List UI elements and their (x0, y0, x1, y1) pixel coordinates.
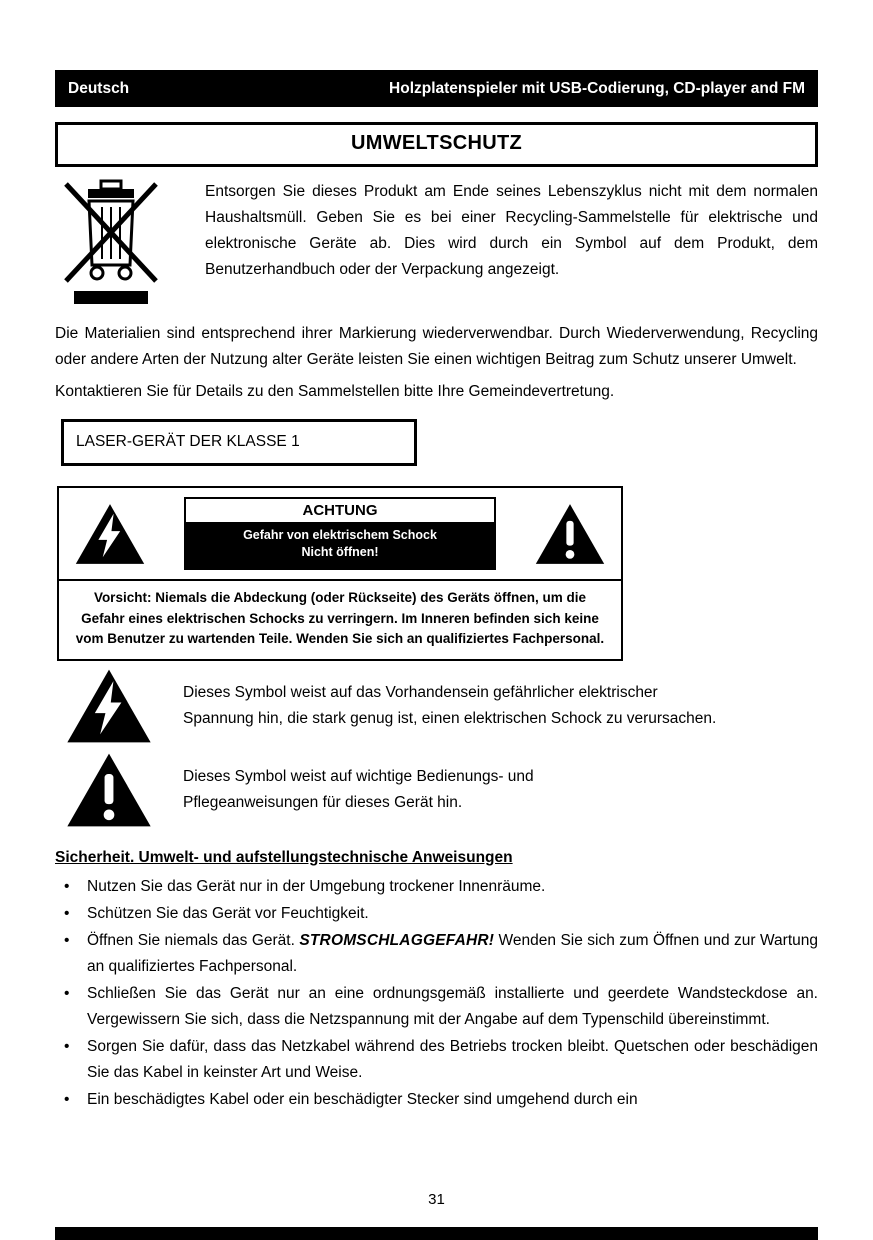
safety-bullet (55, 1034, 818, 1086)
shock-line-2: Nicht öffnen! (301, 545, 379, 559)
bullet-text: Schützen Sie das Gerät vor Feuchtigkeit. (87, 904, 369, 922)
caution-text: Vorsicht: Niemals die Abdeckung (oder Rückseite) des Geräts öffnen, um die Gefahr eines elektrischen Schocks zu verringern. Im Inneren befinden sich keine vom Benutzer zu wartenden Teile. Wenden Sie sich an qualifiziertes Fachpersonal. (59, 579, 621, 659)
bullet-marker: • (64, 877, 70, 895)
bullet-text: Nutzen Sie das Gerät nur in der Umgebung trockener Innenräume. (87, 877, 546, 895)
shock-warning-box (186, 522, 494, 568)
shock-line-1: Gefahr von elektrischem Schock (243, 528, 437, 542)
product-title: Holzplatenspieler mit USB-Codierung, CD-player and FM (389, 79, 805, 97)
warning-panel (57, 486, 623, 661)
symbol-explanation-row (55, 667, 818, 745)
footer-bar (55, 1227, 818, 1240)
explanation-text: Dieses Symbol weist auf das Vorhandensein gefährlicher elektrischer Spannung hin, die stark genug ist, einen elektrischen Schock zu verursachen. (183, 683, 717, 727)
umweltschutz-title-box (55, 122, 818, 167)
safety-bullet (55, 928, 818, 980)
page-title: UMWELTSCHUTZ (351, 132, 522, 154)
contact-paragraph: Kontaktieren Sie für Details zu den Sammelstellen bitte Ihre Gemeindevertretung. (55, 383, 615, 400)
bullet-text (87, 928, 818, 980)
achtung-box (184, 497, 496, 570)
safety-bullet (55, 901, 818, 927)
laser-class-label: LASER-GERÄT DER KLASSE 1 (76, 433, 300, 450)
bullet-text-post: Wenden Sie sich zum Öffnen und zur Wartung an qualifiziertes Fachpersonal. (87, 931, 818, 975)
lightning-triangle-icon (73, 502, 147, 566)
exclamation-triangle-icon (63, 751, 155, 829)
achtung-title: ACHTUNG (186, 499, 494, 522)
header-bar (55, 70, 818, 107)
bullet-text: Schließen Sie das Gerät nur an eine ordnungsgemäß installierte und geerdete Wandsteckdose an. Vergewissern Sie sich, dass die Netzspannung mit der Angabe auf dem Typenschild übereinstimmt. (87, 984, 818, 1028)
bullet-marker: • (64, 1037, 70, 1055)
symbol-explanation-row (55, 751, 818, 829)
bullet-text: Ein beschädigtes Kabel oder ein beschädigter Stecker sind umgehend durch ein (87, 1090, 638, 1108)
warning-panel-top (59, 488, 621, 579)
safety-bullet (55, 981, 818, 1033)
page-number: 31 (428, 1191, 445, 1208)
bullet-marker: • (64, 904, 70, 922)
explanation-text: Dieses Symbol weist auf wichtige Bedienungs- und Pflegeanweisungen für dieses Gerät hin. (183, 767, 534, 811)
safety-bullet (55, 874, 818, 900)
bullet-text: Sorgen Sie dafür, dass das Netzkabel während des Betriebs trocken bleibt. Quetschen oder beschädigen Sie das Kabel in keinster Art und Weise. (87, 1037, 818, 1081)
lightning-triangle-icon (63, 667, 155, 745)
safety-heading: Sicherheit. Umwelt- und aufstellungstechnische Anweisungen (55, 848, 513, 866)
exclamation-triangle-icon (533, 502, 607, 566)
bullet-text-emphasis: STROMSCHLAGGEFAHR! (299, 931, 495, 949)
bullet-text-pre: Öffnen Sie niemals das Gerät. (87, 931, 300, 949)
language-label: Deutsch (68, 79, 130, 97)
materials-paragraph: Die Materialien sind entsprechend ihrer Markierung wiederverwendbar. Durch Wiederverwendung, Recycling oder andere Arten der Nutzung alter Geräte leisten Sie einen wichtigen Beitrag zum Schutz unserer Umwelt. (55, 325, 818, 368)
bullet-marker: • (64, 1090, 70, 1108)
laser-class-box (61, 419, 417, 466)
bullet-marker: • (64, 984, 70, 1002)
weee-section (55, 179, 818, 309)
weee-crossed-bin-icon (61, 179, 161, 309)
safety-list (55, 874, 818, 1113)
weee-paragraph: Entsorgen Sie dieses Produkt am Ende seines Lebenszyklus nicht mit dem normalen Haushaltsmüll. Geben Sie es bei einer Recycling-Sammelstelle für elektrische und elektronische Geräte ab. Dies wird durch ein Symbol auf dem Produkt, dem Benutzerhandbuch oder der Verpackung angezeigt. (205, 183, 818, 278)
bullet-marker: • (64, 931, 70, 949)
safety-bullet (55, 1087, 818, 1113)
